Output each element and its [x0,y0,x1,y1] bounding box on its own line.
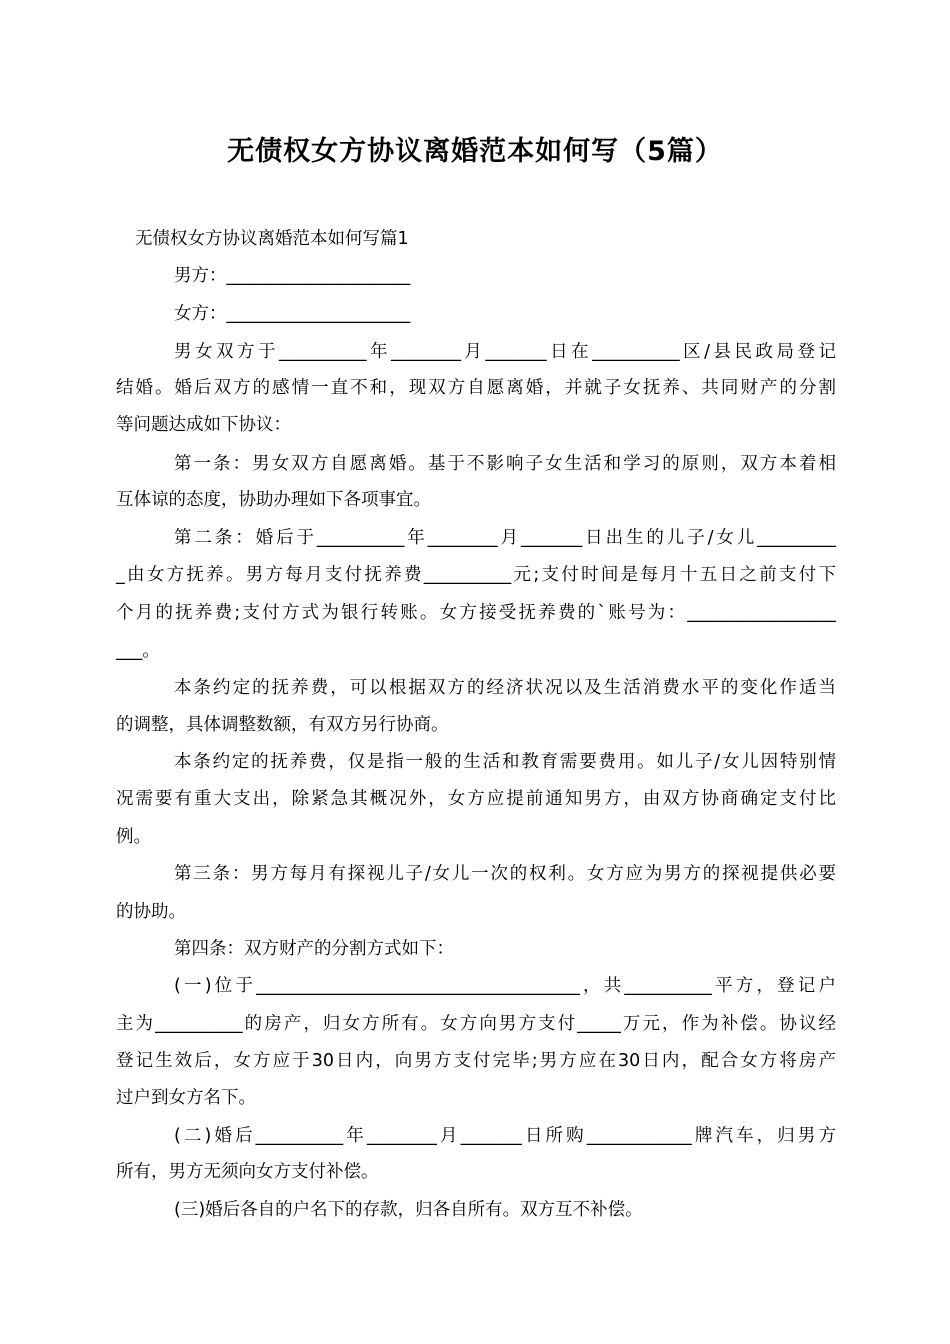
property-item-line: 所有，男方无须向女方支付补偿。 [116,1162,379,1182]
article-2-line: 个月的抚养费;支付方式为银行转账。女方接受抚养费的`账号为：_________________ [116,603,836,623]
property-item-line: (一)位于_____________________________________，共__________平方，登记户 [174,976,836,996]
article-3-line: 第三条：男方每月有探视儿子/女儿一次的权利。女方应为男方的探视提供必要 [174,864,836,884]
article-1-line: 第一条：男女双方自愿离婚。基于不影响子女生活和学习的原则，双方本着相 [174,454,836,474]
article-2-line: 第二条：婚后于__________年________月_______日出生的儿子/女儿_________ [174,528,836,548]
article-2-line: _由女方抚养。男方每月支付抚养费__________元;支付时间是每月十五日之前支付下 [116,565,836,585]
paragraph-line: 结婚。婚后双方的感情一直不和，现双方自愿离婚，并就子女抚养、共同财产的分割 [116,378,836,398]
property-item-line: 主为__________的房产，归女方所有。女方向男方支付_____万元，作为补偿。协议经 [116,1014,836,1034]
paragraph-line: 男女双方于__________年________月_______日在__________区/县民政局登记 [174,342,836,362]
paragraph-line: 况需要有重大支出，除紧急其概况外，女方应提前通知男方，由双方协商确定支付比 [116,789,836,809]
property-item-line: 过户到女方名下。 [116,1088,256,1108]
section-heading: 无债权女方协议离婚范本如何写篇1 [135,229,409,249]
article-3-line: 的协助。 [116,902,186,922]
paragraph-line: 的调整，具体调整数额，有双方另行协商。 [116,715,449,735]
paragraph-line: 例。 [116,827,151,847]
document-title: 无债权女方协议离婚范本如何写（5篇） [227,136,723,167]
article-1-line: 互体谅的态度，协助办理如下各项事宜。 [116,490,431,510]
paragraph-line: 本条约定的抚养费，可以根据双方的经济状况以及生活消费水平的变化作适当 [174,678,836,698]
article-4-line: 第四条：双方财产的分割方式如下： [174,939,454,959]
female-party-field: 女方：_____________________ [174,304,411,324]
article-2-line: ___。 [116,641,160,661]
property-item-line: (二)婚后__________年________月_______日所购____________牌汽车，归男方 [174,1126,836,1146]
paragraph-line: 等问题达成如下协议： [116,415,291,435]
property-item-line: (三)婚后各自的户名下的存款，归各自所有。双方互不补偿。 [174,1200,643,1220]
property-item-line: 登记生效后，女方应于30日内，向男方支付完毕;男方应在30日内，配合女方将房产 [116,1051,836,1071]
male-party-field: 男方：_____________________ [174,266,411,286]
paragraph-line: 本条约定的抚养费，仅是指一般的生活和教育需要费用。如儿子/女儿因特别情 [174,752,836,772]
